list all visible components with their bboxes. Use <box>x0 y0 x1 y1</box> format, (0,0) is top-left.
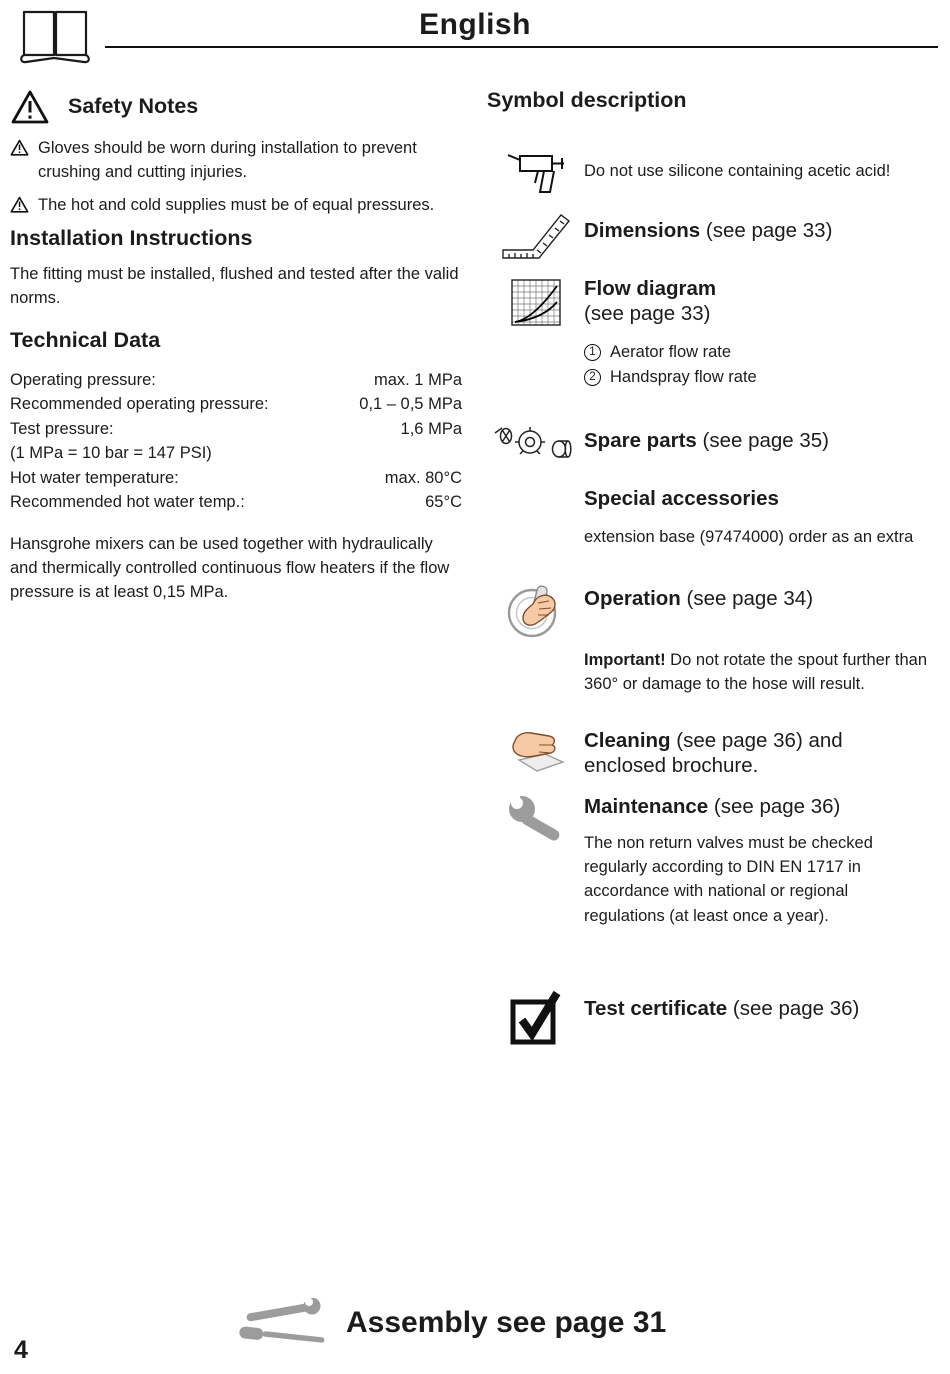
title-underline <box>105 46 938 48</box>
cleaning-hand-icon <box>487 728 584 776</box>
tech-value: 1,6 MPa <box>400 419 462 438</box>
caulk-gun-icon <box>487 145 584 197</box>
table-row <box>10 441 462 466</box>
symbol-row-spare-parts <box>487 420 942 470</box>
flow-item-text: Aerator flow rate <box>610 342 732 361</box>
flow-diagram-page-ref: (see page 33) <box>584 302 711 326</box>
page-language-title: English <box>419 8 531 41</box>
table-row <box>10 368 462 393</box>
cleaning-line2: enclosed brochure. <box>584 754 759 778</box>
warning-triangle-icon <box>10 196 29 213</box>
symbol-row-operation <box>487 582 942 640</box>
spare-parts-heading <box>584 428 942 454</box>
left-column <box>10 88 462 604</box>
circled-number-1: 1 <box>584 344 601 361</box>
cleaning-page-ref: (see page 36) and <box>670 728 843 752</box>
technical-note: Hansgrohe mixers can be used together with hydraulically and thermically controlled continuous flow heaters if the flow pressure is at least 0,15 MPa. <box>10 534 450 602</box>
ruler-icon <box>487 212 584 262</box>
installation-instructions-body: The fitting must be installed, flushed and tested after the valid norms. <box>10 265 459 308</box>
symbol-row-cleaning <box>487 728 942 788</box>
special-accessories-body: extension base (97474000) order as an extra <box>584 528 914 547</box>
crossed-tools-icon <box>238 1298 330 1348</box>
symbol-row-silicone <box>487 140 942 202</box>
important-text: Do not rotate the spout further than 360° or damage to the hose will result. <box>584 650 927 693</box>
symbol-row-maintenance <box>487 794 942 928</box>
operation-title: Operation <box>584 586 681 610</box>
tech-value: 65°C <box>425 493 462 512</box>
test-certificate-page-ref: (see page 36) <box>727 996 860 1020</box>
tech-label: Hot water temperature: <box>10 468 179 487</box>
warning-triangle-icon <box>10 89 50 125</box>
safety-item-text: The hot and cold supplies must be of equal pressures. <box>38 196 435 215</box>
tech-label: Test pressure: <box>10 419 114 438</box>
operation-hand-icon <box>487 582 584 640</box>
safety-item <box>10 136 462 184</box>
symbol-description-heading: Symbol description <box>487 88 687 112</box>
tech-value: 0,1 – 0,5 MPa <box>359 395 462 414</box>
tech-label: Recommended operating pressure: <box>10 395 269 414</box>
table-row <box>10 490 462 515</box>
technical-data-table <box>10 368 462 515</box>
silicone-warning-text: Do not use silicone containing acetic acid! <box>584 161 891 180</box>
flow-item-text: Handspray flow rate <box>610 367 757 386</box>
page-number: 4 <box>14 1336 28 1364</box>
dimensions-title: Dimensions <box>584 218 701 242</box>
maintenance-body: The non return valves must be checked regularly according to DIN EN 1717 in accordance with national or regional regulations (at least once a year). <box>584 834 873 925</box>
test-certificate-heading <box>584 996 942 1022</box>
cleaning-title: Cleaning <box>584 728 671 752</box>
warning-triangle-icon <box>10 139 29 156</box>
assembly-see-page-label: Assembly see page 31 <box>346 1306 667 1339</box>
flow-diagram-icon <box>487 276 584 330</box>
table-row <box>10 417 462 442</box>
safety-notes-heading: Safety Notes <box>68 94 199 119</box>
assembly-footer <box>238 1298 666 1348</box>
cleaning-heading <box>584 728 942 754</box>
maintenance-heading <box>584 794 942 820</box>
wrench-icon <box>487 794 584 846</box>
installation-instructions-heading: Installation Instructions <box>10 226 253 251</box>
symbol-row-dimensions <box>487 212 942 270</box>
list-item <box>584 340 942 365</box>
tech-label: Recommended hot water temp.: <box>10 493 245 512</box>
flow-rate-list <box>584 340 942 390</box>
spare-parts-icon <box>487 420 584 466</box>
important-label: Important! <box>584 650 666 669</box>
list-item <box>584 365 942 390</box>
safety-item <box>10 193 462 217</box>
operation-heading <box>584 586 942 612</box>
operation-page-ref: (see page 34) <box>680 586 814 610</box>
maintenance-page-ref: (see page 36) <box>708 794 841 818</box>
flow-diagram-title: Flow diagram <box>584 276 717 300</box>
checked-box-icon <box>487 986 584 1048</box>
tech-value: max. 80°C <box>384 468 462 487</box>
tech-label: (1 MPa = 10 bar = 147 PSI) <box>10 444 212 463</box>
table-row <box>10 466 462 491</box>
dimensions-heading <box>584 218 942 244</box>
tech-label: Operating pressure: <box>10 370 156 389</box>
maintenance-title: Maintenance <box>584 794 709 818</box>
safety-notes-heading-row <box>10 88 462 126</box>
symbol-row-test-certificate <box>487 986 942 1048</box>
test-certificate-title: Test certificate <box>584 996 728 1020</box>
spare-parts-page-ref: (see page 35) <box>696 428 830 452</box>
spare-parts-title: Spare parts <box>584 428 697 452</box>
table-row <box>10 392 462 417</box>
right-column <box>487 88 942 1048</box>
symbol-row-flow-diagram <box>487 276 942 332</box>
safety-item-text: Gloves should be worn during installation to prevent crushing and cutting injuries. <box>38 139 417 182</box>
dimensions-page-ref: (see page 33) <box>700 218 833 242</box>
tech-value: max. 1 MPa <box>373 370 462 389</box>
special-accessories-heading: Special accessories <box>584 486 779 510</box>
operation-important-note <box>584 648 940 696</box>
circled-number-2: 2 <box>584 369 601 386</box>
technical-data-heading: Technical Data <box>10 328 161 353</box>
